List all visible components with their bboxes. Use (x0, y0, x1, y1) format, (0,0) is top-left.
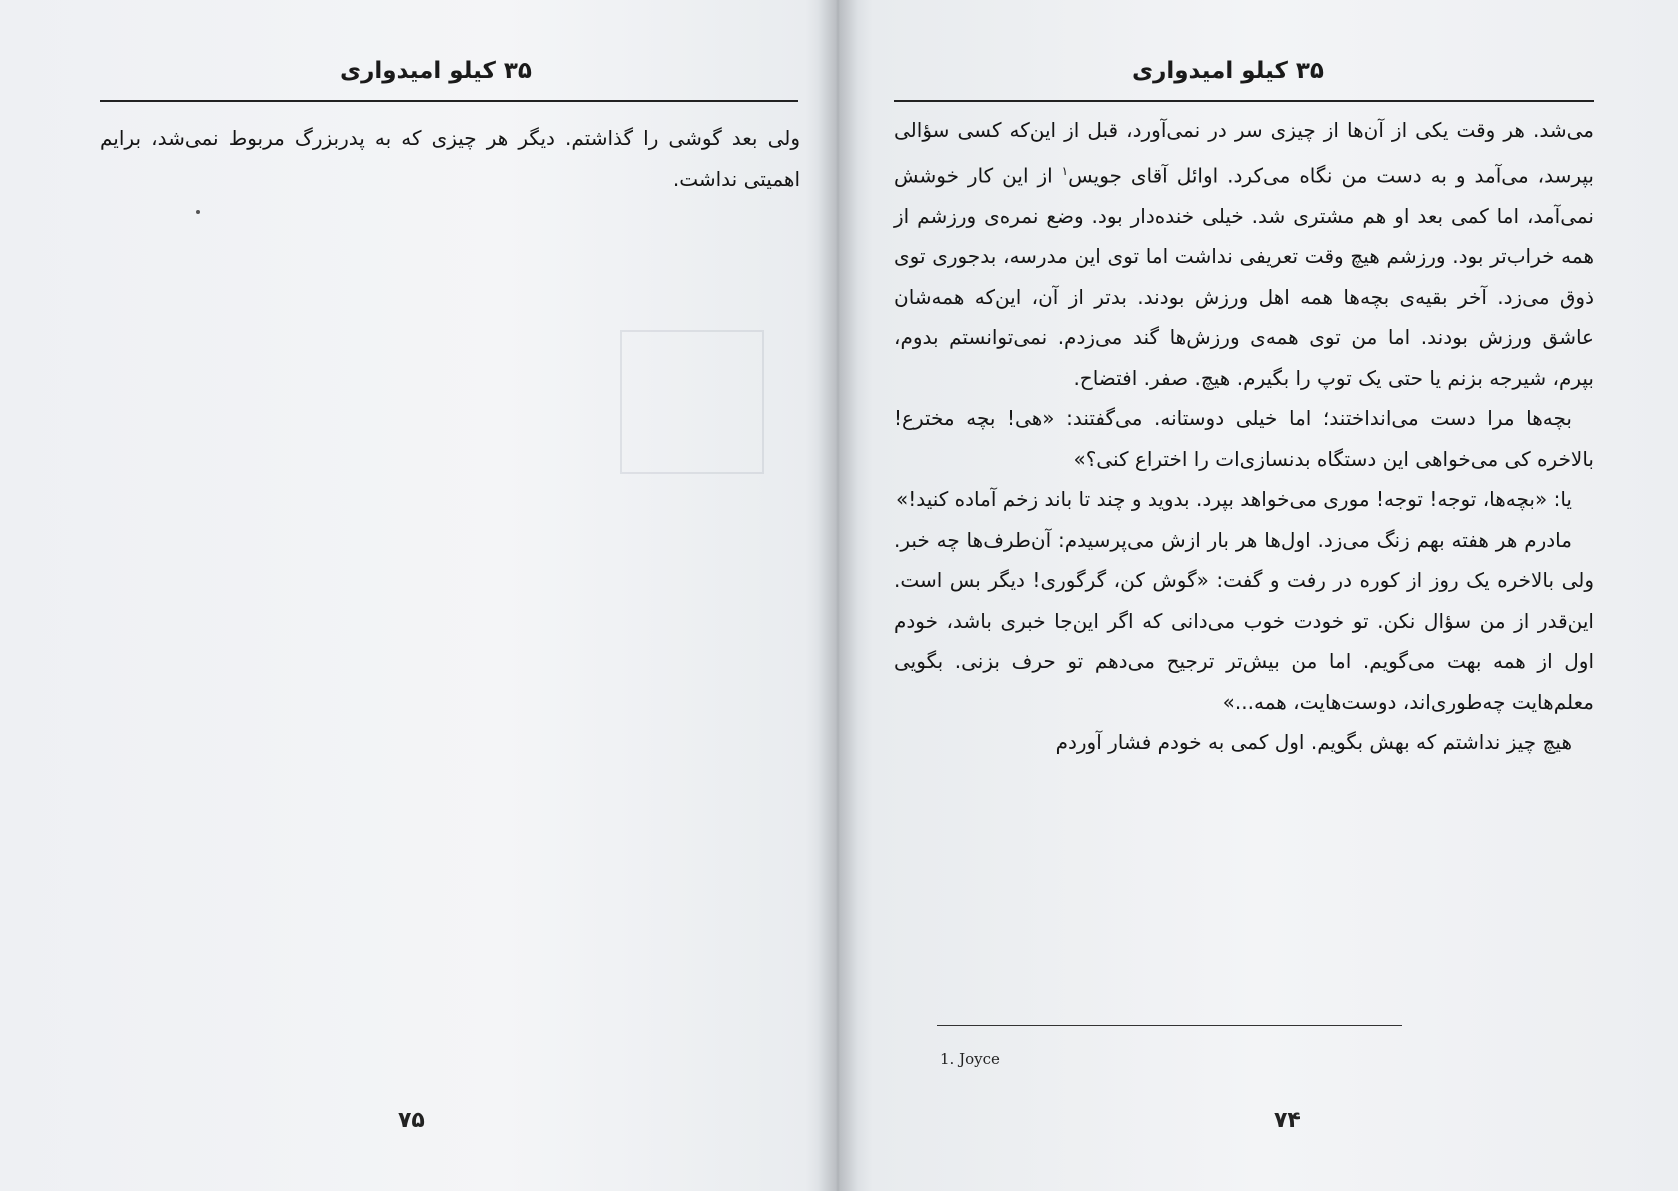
left-page (0, 0, 838, 1191)
page-body (894, 110, 1594, 763)
running-head: ۳۵ کیلو امیدواری (340, 58, 532, 84)
show-through-figure (620, 330, 764, 474)
paragraph-text: می‌شد. هر وقت یکی از آن‌ها از چیزی سر در نمی‌آورد، قبل از این‌که کسی سؤالی بپرسد، می‌آمد و به دست من نگاه می‌کرد. اوائل آقای جویس (894, 118, 1594, 188)
paragraph: یا: «بچه‌ها، توجه! توجه! موری می‌خواهد بپرد. بدوید و چند تا باند زخم آماده کنید!» (895, 487, 1572, 512)
paragraph: هیچ چیز نداشتم که بهش بگویم. اول کمی به خودم فشار آوردم (1055, 730, 1572, 755)
page-number: ۷۴ (1274, 1108, 1301, 1133)
paragraph: بچه‌ها مرا دست می‌انداختند؛ اما خیلی دوستانه. می‌گفتند: «هی! بچه مخترع! بالاخره کی می‌خواهی این دستگاه بدنسازی‌ات را اختراع کنی؟» (894, 406, 1594, 471)
right-page (842, 0, 1678, 1191)
footnote-marker: ۱ (1061, 163, 1069, 178)
paragraph: مادرم هر هفته بهم زنگ می‌زد. اول‌ها هر بار ازش می‌پرسیدم: آن‌طرف‌ها چه خبر. ولی بالاخره یک روز از کوره در رفت و گفت: «گوش کن، گرگوری! دیگر بس است. این‌قدر از من سؤال نکن. تو خودت خوب می‌دانی که اگر این‌جا خبری باشد، خودم اول از همه بهت می‌گویم. اما من بیش‌تر ترجیح می‌دهم تو حرف بزنی. بگویی معلم‌هایت چه‌طوری‌اند، دوست‌هایت، همه...» (894, 527, 1594, 714)
footnote: 1. Joyce (940, 1050, 1000, 1068)
header-rule (894, 100, 1594, 102)
page-body (100, 118, 800, 199)
paragraph: ولی بعد گوشی را گذاشتم. دیگر هر چیزی که به پدربزرگ مربوط نمی‌شد، برایم اهمیتی نداشت. (100, 126, 800, 191)
page-number: ۷۵ (398, 1108, 425, 1133)
paragraph (894, 110, 1594, 398)
running-head: ۳۵ کیلو امیدواری (1132, 58, 1324, 84)
paragraph-text: از این کار خوشش نمی‌آمد، اما کمی بعد او هم مشتری شد. خیلی خنده‌دار بود. وضع نمره‌ی ورزشم از همه خراب‌تر بود. ورزشم هیچ وقت تعریفی نداشت اما توی این مدرسه، بدجوری توی ذوق می‌زد. آخر بقیه‌ی بچه‌ها همه اهل ورزش بودند. بدتر از آن، این‌که همه‌شان عاشق ورزش بودند. اما من توی همه‌ی ورزش‌ها گند می‌زدم. نمی‌توانستم بدوم، بپرم، شیرجه بزنم یا حتی یک توپ را بگیرم. هیچ. صفر. افتضاح. (894, 163, 1594, 390)
ink-speck (196, 210, 200, 214)
header-rule (100, 100, 798, 102)
footnote-rule (937, 1025, 1402, 1026)
